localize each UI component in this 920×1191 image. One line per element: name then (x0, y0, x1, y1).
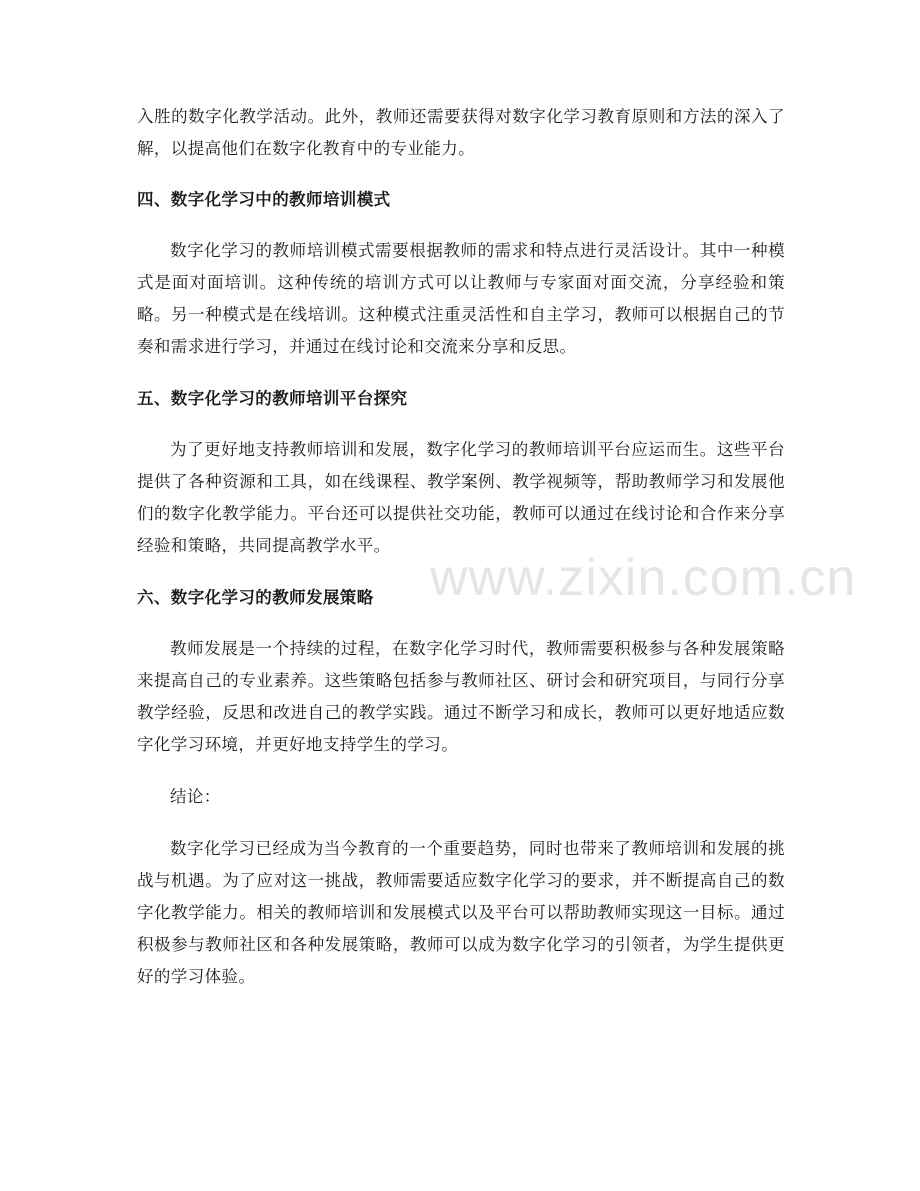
conclusion-paragraph: 数字化学习已经成为当今教育的一个重要趋势，同时也带来了教师培训和发展的挑战与机遇。为了应对这一挑战，教师需要适应数字化学习的要求，并不断提高自己的数字化教学能力。相关的教师培训和发展模式以及平台可以帮助教师实现这一目标。通过积极参与教师社区和各种发展策略，教师可以成为数字化学习的引领者，为学生提供更好的学习体验。 (137, 839, 785, 986)
section-body-6: 教师发展是一个持续的过程，在数字化学习时代，教师需要积极参与各种发展策略来提高自己的专业素养。这些策略包括参与教师社区、研讨会和研究项目，与同行分享教学经验，反思和改进自己的教学实践。通过不断学习和成长，教师可以更好地适应数字化学习环境，并更好地支持学生的学习。 (137, 639, 785, 754)
section-body-4: 数字化学习的教师培训模式需要根据教师的需求和特点进行灵活设计。其中一种模式是面对面培训。这种传统的培训方式可以让教师与专家面对面交流，分享经验和策略。另一种模式是在线培训。这种模式注重灵活性和自主学习，教师可以根据自己的节奏和需求进行学习，并通过在线讨论和交流来分享和反思。 (137, 241, 785, 356)
section-body-5: 为了更好地支持教师培训和发展，数字化学习的教师培训平台应运而生。这些平台提供了各种资源和工具，如在线课程、教学案例、教学视频等，帮助教师学习和发展他们的数字化教学能力。平台还可以提供社交功能，教师可以通过在线讨论和合作来分享经验和策略，共同提高教学水平。 (137, 440, 785, 555)
section-heading-5: 五、数字化学习的教师培训平台探究 (137, 389, 408, 408)
document-body (137, 101, 785, 993)
section-heading-4: 四、数字化学习中的教师培训模式 (137, 190, 391, 209)
section-heading-6: 六、数字化学习的教师发展策略 (137, 588, 374, 607)
conclusion-label: 结论： (170, 787, 221, 806)
intro-paragraph: 入胜的数字化教学活动。此外，教师还需要获得对数字化学习教育原则和方法的深入了解，以提高他们在数字化教育中的专业能力。 (137, 107, 785, 158)
watermark-text: www.zixin.com.cn (430, 549, 857, 607)
